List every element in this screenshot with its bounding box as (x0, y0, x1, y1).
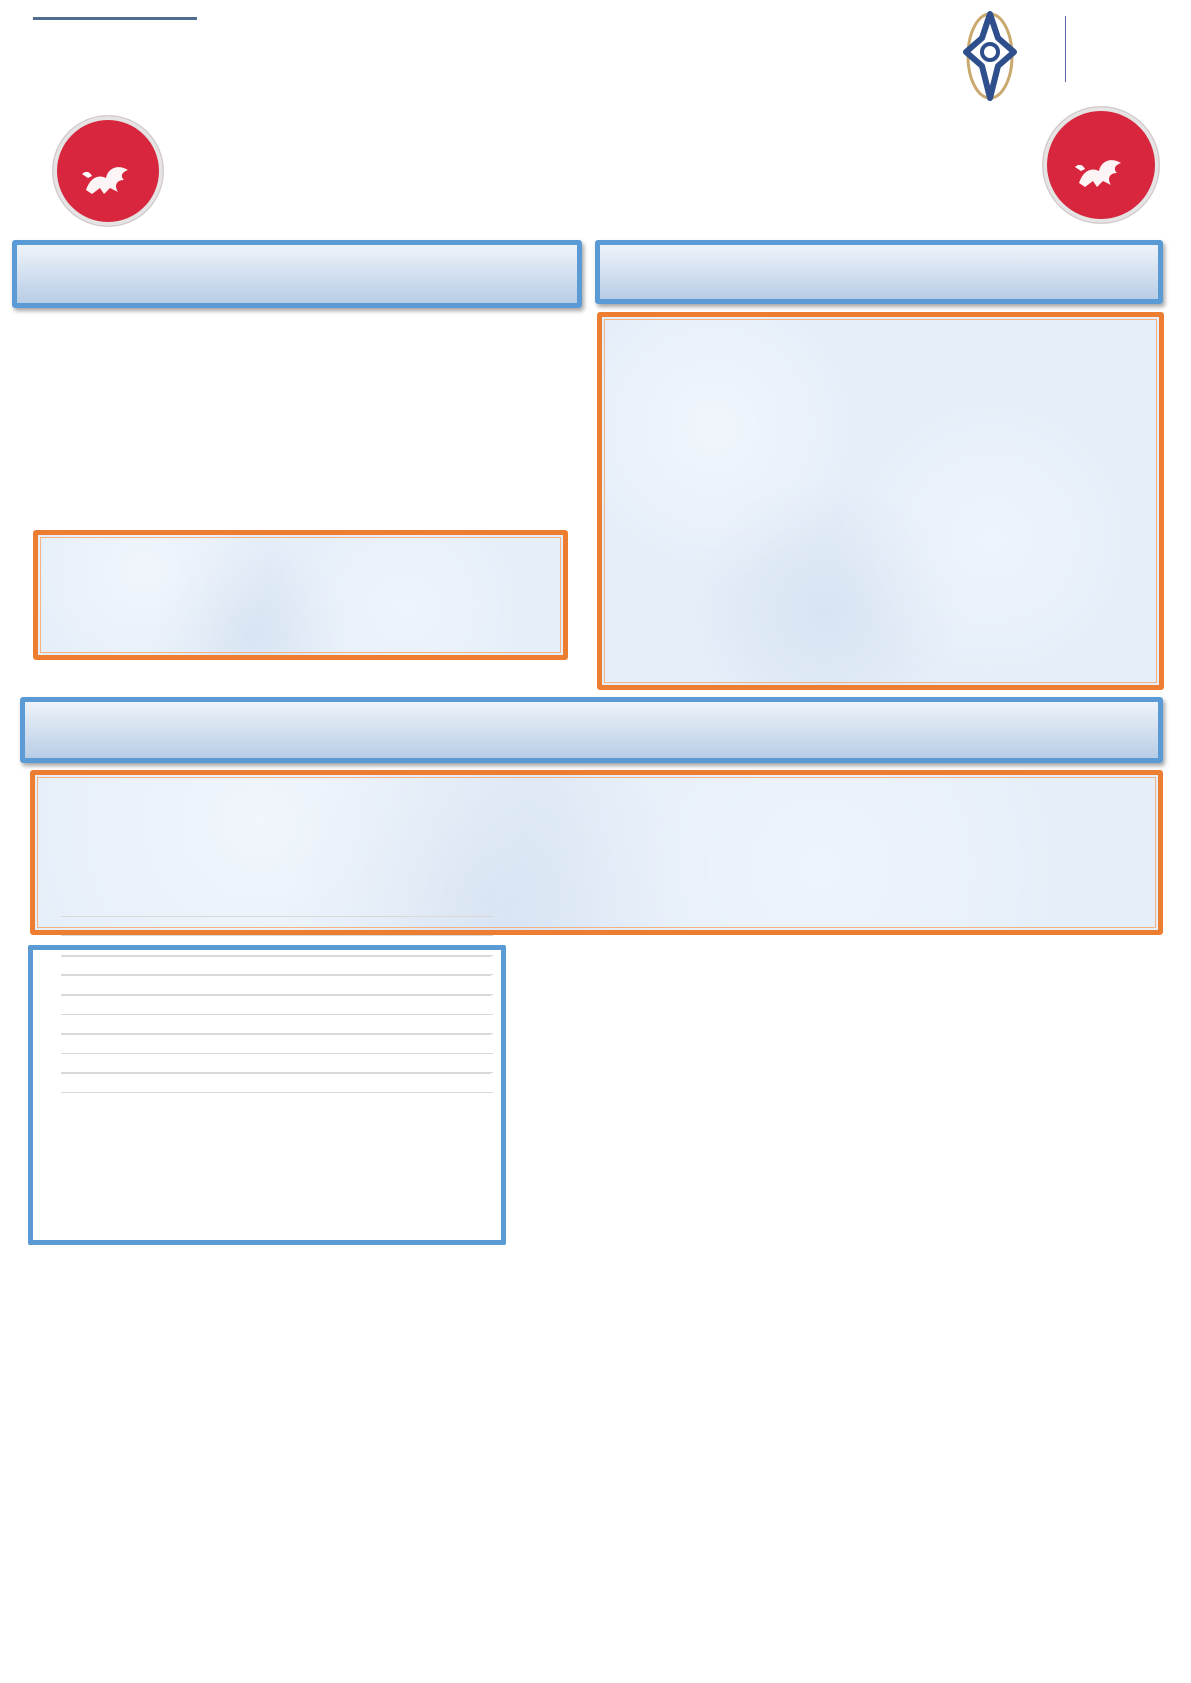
methods-header (595, 240, 1163, 304)
gridline (61, 1092, 493, 1093)
methods-box (597, 312, 1164, 690)
welsh-dragon-icon (78, 160, 138, 200)
introduction-header (12, 240, 582, 308)
gridline (61, 1072, 493, 1073)
bone-health-wales-logo (53, 116, 163, 226)
gridline (61, 1014, 493, 1015)
iechyd-esgyrn-logo (1043, 107, 1159, 223)
gridline (61, 916, 493, 917)
gridline (61, 1053, 493, 1054)
chart-plot-area (33, 950, 501, 1240)
celtic-knot-icon (960, 8, 1020, 104)
bevan-commission-logo (33, 14, 201, 20)
gridline (61, 1033, 493, 1034)
gridline (61, 994, 493, 995)
gridline (61, 974, 493, 975)
bevan-logo-rule (33, 17, 197, 20)
aim-box (33, 530, 568, 660)
gridline (61, 955, 493, 956)
gridline (61, 935, 493, 936)
welsh-dragon-icon (1071, 153, 1131, 193)
results-header (20, 697, 1163, 763)
results-summary-box (30, 770, 1163, 935)
logo-divider (1065, 16, 1066, 82)
nhs-aneurin-bevan-logo (960, 8, 1180, 100)
